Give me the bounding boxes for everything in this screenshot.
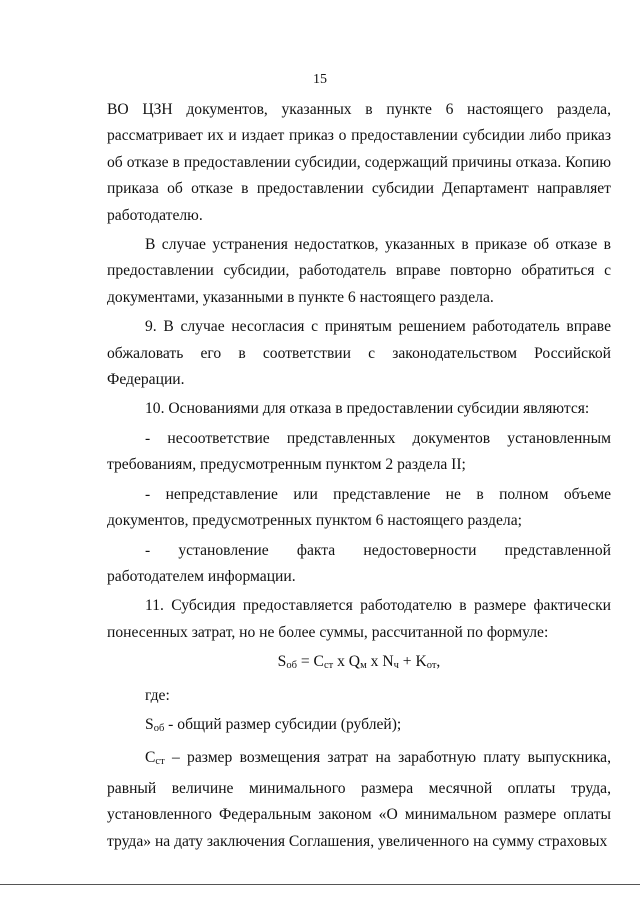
paragraph-item-11: 11. Субсидия предоставляется работодателю в размере фактически понесенных затрат, но не более суммы, рассчитанной по формуле: xyxy=(107,597,611,641)
paragraph-item-9: 9. В случае несогласия с принятым решением работодатель вправе обжаловать его в соответствии с законодательством Российской Федерации. xyxy=(107,318,611,389)
list-item-false-information: - установление факта недостоверности представленной работодателем информации. xyxy=(107,541,611,585)
definition-c-wage: Cст – размер возмещения затрат на заработную плату выпускника, равный величине минимального размера месячной оплаты труда, установленного Федеральным законом «О минимальном размере оплаты труда» на дату заключения Соглашения, увеличенного на сумму страховых xyxy=(107,749,611,850)
page-number: 15 xyxy=(313,72,327,87)
bottom-divider xyxy=(0,884,640,885)
paragraph-item-10: 10. Основаниями для отказа в предоставлении субсидии являются: xyxy=(145,400,590,418)
list-item-incomplete-documents: - непредставление или представление не в полном объеме документов, предусмотренных пунктом 6 настоящего раздела; xyxy=(107,485,611,530)
list-item-noncompliance: - несоответствие представленных документов установленным требованиям, предусмотренным пунктом 2 раздела II; xyxy=(107,429,611,474)
where-label: где: xyxy=(145,686,170,704)
paragraph-continuation: ВО ЦЗН документов, указанных в пункте 6 настоящего раздела, рассматривает их и издает приказ о предоставлении субсидии либо приказ об отказе в предоставлении субсидии, содержащий причины отказа. Копию приказа об отказе в предоставлении субсидии Департамент направляет работодателю. xyxy=(107,101,611,224)
definition-s-total: Sоб - общий размер субсидии (рублей); xyxy=(145,715,402,734)
document-body xyxy=(107,97,611,855)
paragraph-remedy: В случае устранения недостатков, указанных в приказе об отказе в предоставлении субсидии, работодатель вправе повторно обратиться с документами, указанными в пункте 6 настоящего раздела. xyxy=(107,236,611,306)
subsidy-formula: Sоб = Cст x Qм x Nч + Kот, xyxy=(277,653,441,672)
